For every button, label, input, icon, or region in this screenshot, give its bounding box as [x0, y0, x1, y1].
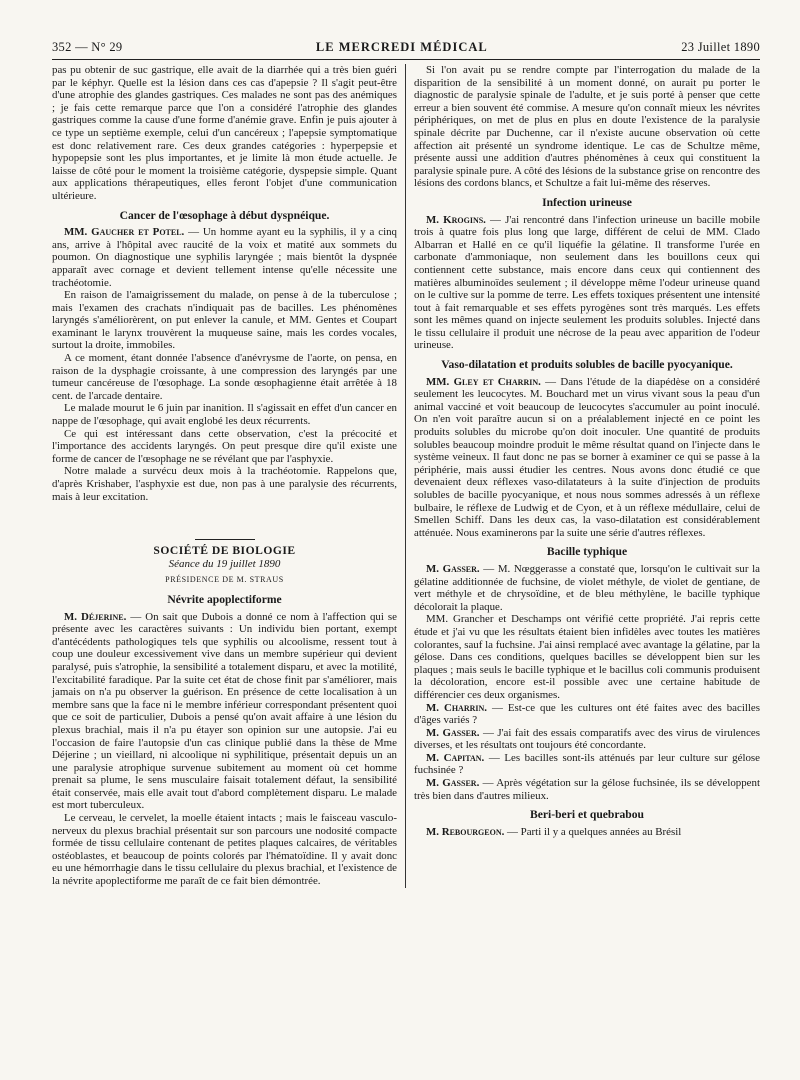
paragraph — [414, 214, 760, 353]
paragraph — [414, 376, 760, 540]
speaker-name: M. Krogins. — [426, 213, 486, 226]
speaker-name: M. Gasser. — [426, 562, 480, 575]
paragraph-text: — On sait que Dubois a donné ce nom à l'affection qui se présente avec les caractères suivants : Un individu bien portant, exempt d'antécédents pathologiques tels que syphilis ou alcoolisme, ressent tout à coup une douleur excessivement vive dans un membre supérieur qui devient paralysé, puis s'atrophie, la sensibilité a totalement disparu, et avec la motilité, l'excitabilité faradique. Par la suite cet état de chose finit par s'améliorer, mais jamais on n'a pu observer la guérison. En présence de cette localisation à un membre sans que la face ni le membre inférieur correspondant présentent quoi que ce soit de particulier, Dubois a pensé qu'on avait affaire à une lésion du plexus brachial, mais il n'a pu étayer son opinion sur une autopsie. J'ai eu l'occasion de faire l'autopsie d'un cas clinique publié dans la thèse de Mme Déjerine ; un vieillard, ni alcoolique ni syphilitique, présentait depuis un an une paralysie atrophique survenue subitement au moment où cet homme prenait sa plume, le sens musculaire faisait totalement défaut, la sensibilité était conservée, mais elle avait tout d'abord complètement disparu. Le malade est mort tuberculeux. — [52, 610, 397, 812]
paragraph — [414, 563, 760, 613]
paragraph — [414, 826, 760, 839]
paragraph — [52, 226, 397, 289]
page-header — [52, 0, 760, 55]
paragraph-text: — Les bacilles sont-ils atténués par leur culture sur gélose fuchsinée ? — [414, 751, 760, 777]
divider — [195, 539, 255, 540]
speaker-name: MM. Gaucher et Potel. — [64, 226, 185, 239]
paragraph: A ce moment, étant donnée l'absence d'anévrysme de l'aorte, on pensa, en raison de la dysphagie croissante, à une compression des laryngés par une tumeur cancéreuse de l'œsophage. La sonde œsophagienne était arrêtée à 18 cent. de l'arcade dentaire. — [52, 352, 397, 402]
paragraph-text: — J'ai fait des essais comparatifs avec des virus de virulences diverses, et les résultats ont toujours été concordante. — [414, 726, 760, 752]
paragraph-text: — Dans l'étude de la diapédèse on a considéré seulement les leucocytes. M. Bouchard met un virus vivant sous la peau d'un animal vacciné et voit beaucoup de leucocytes s'accumuler au point inoculé. On n'en voit paraître aucun si on a préalablement injecté en ce point les produits solubles du microbe qu'on doit inoculer. Une quantité de produits solubles beaucoup moindre produit le même résultat quand on l'injecte dans le système veineux. Il faut donc ne pas se borner à examiner ce qui se passe à la périphérie, mais aussi étudier les centres. Nous avons donc étudié ce que devenaient deux réflexes vaso-dilatateurs à la suite d'injection de produits solubles de bacille pyocyanique, et nous nous sommes adressés à un réflexe bulbaire, le réflexe de Ludwig et de Cyon, et à un réflexe médullaire, celui de Smellen Schiff. Dans les deux cas, la vaso-dilatation est considérablement atténuée. Nous examinerons par la suite une série d'autres réflexes. — [414, 375, 761, 539]
paragraph: Notre malade a survécu deux mois à la trachéotomie. Rappelons que, d'après Krishaber, l'asphyxie est due, non pas à une paralysie des récurrents, mais à leur excitation. — [52, 465, 397, 503]
section-heading: Beri-beri et quebrabou — [530, 808, 644, 822]
speaker-name: M. Déjerine. — [64, 610, 127, 623]
society-title: SOCIÉTÉ DE BIOLOGIE — [153, 544, 296, 558]
header-rule — [52, 59, 760, 60]
speaker-name: MM. Gley et Charrin. — [426, 375, 541, 388]
speaker-name: M. Gasser. — [426, 726, 480, 739]
paragraph — [414, 727, 760, 752]
section-heading: Infection urineuse — [542, 195, 632, 209]
section-heading: Névrite apoplectiforme — [167, 592, 282, 606]
paragraph-text: — Après végétation sur la gélose fuchsinée, ils se développent très bien dans d'autres milieux. — [414, 777, 760, 802]
section-heading: Vaso-dilatation et produits solubles de bacille pyocyanique. — [441, 358, 733, 372]
issue-date: 23 Juillet 1890 — [681, 40, 760, 54]
paragraph-text: — Parti il y a quelques années au Brésil — [504, 825, 682, 838]
paragraph: Le cerveau, le cervelet, la moelle étaient intacts ; mais le faisceau vasculo-nerveux du plexus brachial présentait sur son parcours une nodosité compacte formée de tissu cellulaire contenant de petites plaques calcaires, de véritables ostéoblastes, et beaucoup de points colorés par l'hématoïdine. Il y avait donc eu une hémorrhagie dans le tissu cellulaire du plexus brachial, et l'existence de la névrite apoplectiforme me paraît de ce fait bien démontrée. — [52, 812, 397, 888]
paragraph-text: — Un homme ayant eu la syphilis, il y a cinq ans, arrive à l'hôpital avec raucité de la voix et matité aux sommets du poumon. On diagnostique une syphilis laryngée ; mais bientôt la dyspnée apparaît avec cornage et devient tellement intense qu'elle nécessite une trachéotomie. — [52, 226, 397, 289]
paragraph-text: — M. Nœggerasse a constaté que, lorsqu'on le cultivait sur la gélatine additionnée de fuchsine, de violet méthyle, de violet de gentiane, de vert méthyle et de chrysoïdine, et de bleu méthylène, le bacille typhique décolorait la plaque. — [414, 562, 760, 613]
paragraph: En raison de l'amaigrissement du malade, on pense à de la tuberculose ; mais l'examen des crachats n'indiquait pas de bacilles. Les phénomènes laryngés s'améliorèrent, on put enlever la canule, et MM. Gentes et Coupart examinant le larynx trouvèrent la muqueuse saine, mais les cordes vocales, surtout la droite, immobiles. — [52, 289, 397, 352]
page-number: 352 — N° 29 — [52, 40, 123, 54]
paragraph — [414, 752, 760, 777]
session-date: Séance du 19 juillet 1890 — [168, 557, 281, 570]
society-block — [52, 539, 397, 587]
paragraph — [414, 777, 760, 802]
speaker-name: M. Charrin. — [426, 701, 488, 714]
paragraph: Ce qui est intéressant dans cette observation, c'est la précocité et l'importance des accidents laryngés. On peut presque dire qu'il existe une forme de cancer de l'œsophage ne se révélant que par l'asphyxie. — [52, 427, 397, 465]
paragraph: pas pu obtenir de suc gastrique, elle avait de la diarrhée qui a très bien guéri par le képhyr. Quelle est la lésion dans ces cas d'apepsie ? Il s'agit peut-être d'une atrophie des glandes gastriques. Ces malades ne sont pas des anémiques ; je fais cette remarque parce que l'on a considéré l'atrophie des glandes gastriques comme la cause d'une forme d'anémie grave. Enfin je puis ajouter à ce type un septième exemple, celui d'un cancéreux ; l'apepsie symptomatique est donc relativement rare. Ces deux grandes catégories : hyperpepsie et hypopepsie sont les plus importantes, et je limite là mon étude actuelle. Je laisse de côté pour le moment la troisième catégorie, dyspepsie simple. Quant aux applications thérapeutiques, elles feront l'objet d'une communication ultérieure. — [52, 64, 397, 202]
paragraph: MM. Grancher et Deschamps ont vérifié cette propriété. J'ai repris cette étude et j'ai vu que les résultats étaient bien infidèles avec toutes les matières colorantes, sauf la fuchsine. J'ai ainsi remplacé avec avantage la gélatine, par la gélose. Dans ces conditions, quelques bacilles se développent bien sur les plaques ; mais seuls le bacille typhique et le bacillus coli communis produisent la décoloration, encore est-il possible avec une certaine habitude de différencier ces deux organismes. — [414, 613, 760, 701]
paragraph-text: — Est-ce que les cultures ont été faites avec des bacilles d'âges variés ? — [414, 701, 760, 727]
paragraph: Si l'on avait pu se rendre compte par l'interrogation du malade de la disparition de la sensibilité à un moment donné, on aurait pu porter le diagnostic de paralysie spinale de l'adulte, et je suis porté à penser que cette erreur a bien souvent été commise. A mesure qu'on connaît mieux les névrites périphériques, on met de plus en plus en doute l'existence de la paralysie spinale décrite par Duchenne, car il n'existe aucune observation où cette affection ait présenté un syndrome identique. Le cas de Schultze même, présente aussi une addition d'autres phénomènes à ceux qui constituent la paralysie spinale pure. A côté des lésions de la substance grise on rencontre des lésions des cordons blancs, et Schultze a fait lui-même des réserves. — [414, 64, 760, 190]
paragraph — [52, 611, 397, 813]
paragraph — [414, 702, 760, 727]
section-heading: Bacille typhique — [546, 545, 628, 559]
article-columns — [52, 64, 760, 888]
right-column — [406, 64, 760, 888]
speaker-name: M. Gasser. — [426, 777, 480, 790]
paragraph: Le malade mourut le 6 juin par inanition. Il s'agissait en effet d'un cancer en nappe de l'œsophage, qui avait englobé les deux récurrents. — [52, 402, 397, 428]
paragraph-text: — J'ai rencontré dans l'infection urineuse un bacille mobile trois à quatre fois plus long que large, différent de celui de MM. Clado Albarran et Hallé en ce qu'il liquéfie la gélatine. Il transforme l'urée en carbonate d'ammoniaque, non seulement dans les bouillons ceux qui contiennent cette substance, mais encore dans ceux qui contiennent des matières albuminoïdes seulement ; il développe même l'odeur urineuse quand on le cultive sur la pomme de terre. Les effets toxiques présentent une intensité tout à fait remarquable et ses effets pyrogènes sont très marqués. Les effets sont les mêmes quand on injecte seulement les produits solubles. Injecté dans le tissu cellulaire il produit une nécrose de la peau avec apparition de l'odeur urineuse. — [414, 213, 760, 352]
presidency: PRÉSIDENCE DE M. STRAUS — [165, 575, 284, 585]
speaker-name: M. Capitan. — [426, 751, 485, 764]
journal-title: LE MERCREDI MÉDICAL — [315, 40, 488, 54]
left-column — [52, 64, 406, 888]
section-heading: Cancer de l'œsophage à début dyspnéique. — [119, 208, 330, 222]
speaker-name: M. Rebourgeon. — [426, 825, 505, 838]
